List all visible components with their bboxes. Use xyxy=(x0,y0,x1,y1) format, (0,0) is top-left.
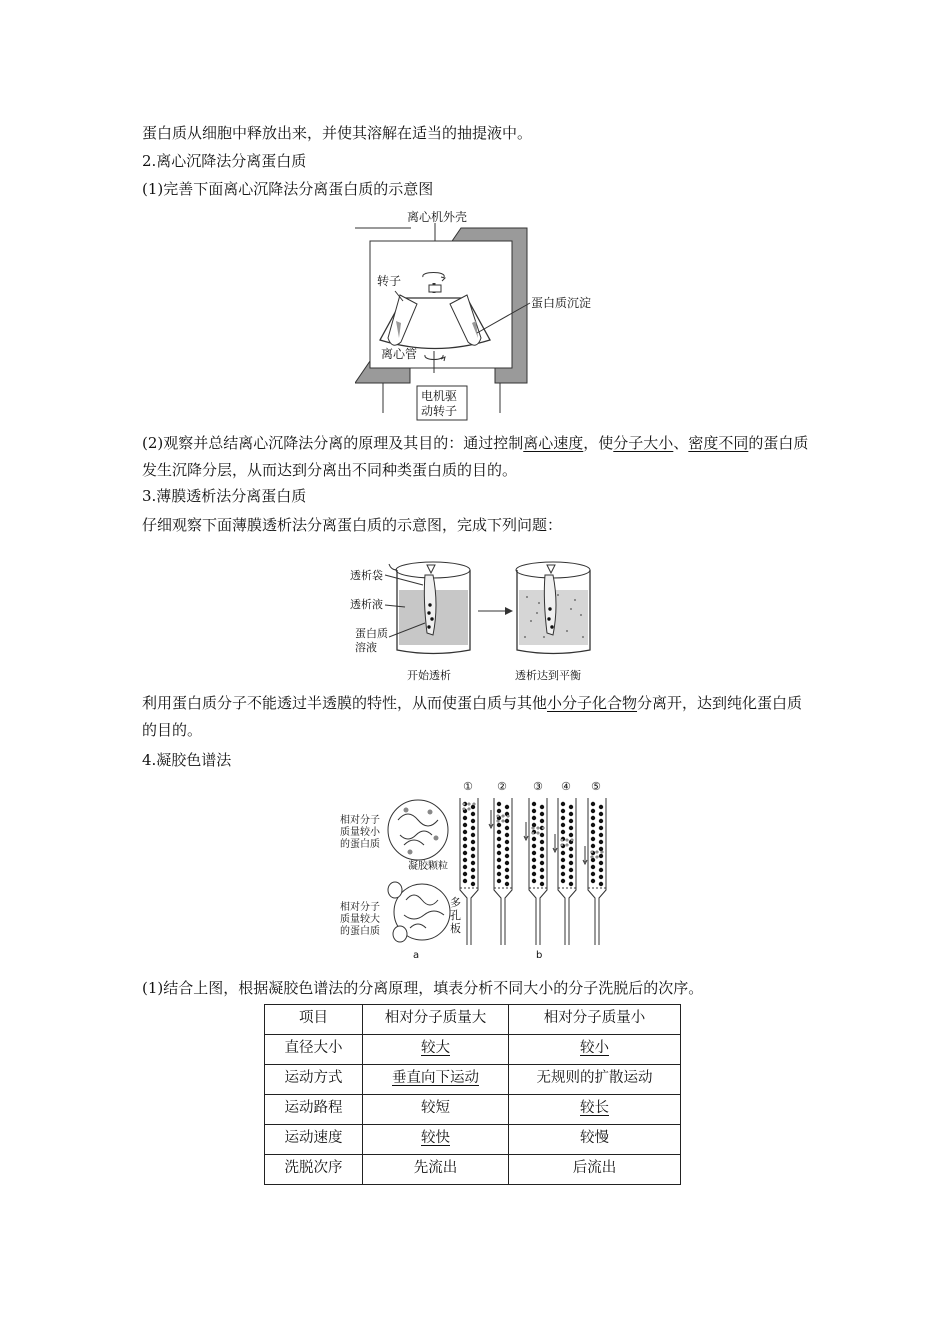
panel-a-label: a xyxy=(413,950,420,960)
chromatography-column xyxy=(489,798,512,945)
protein-solution-label-line2: 溶液 xyxy=(355,641,377,654)
dialysis-bag-label: 透析袋 xyxy=(350,569,383,582)
header-cell-small: 相对分子质量小 xyxy=(509,1005,681,1035)
panel-b-label: b xyxy=(536,950,543,960)
column-1-label: ① xyxy=(463,780,473,793)
porous-plate-label-line2: 孔 xyxy=(450,909,461,922)
large-protein-label-line3: 的蛋白质 xyxy=(340,926,380,937)
answer-molecule-size: 分子大小 xyxy=(613,434,674,452)
answer-density: 密度不同 xyxy=(688,434,749,452)
table-row: 直径大小 较大 较小 xyxy=(265,1035,681,1065)
gel-particle-label: 凝胶颗粒 xyxy=(408,861,448,872)
motor-label-line2: 动转子 xyxy=(421,404,458,418)
rotor-label: 转子 xyxy=(377,274,402,288)
intro-paragraph: 蛋白质从细胞中释放出来，并使其溶解在适当的抽提液中。 xyxy=(142,124,533,142)
chromatography-column xyxy=(460,798,478,945)
chromatography-column xyxy=(553,798,576,945)
large-protein-label-line2: 质量较大 xyxy=(340,914,380,925)
column-4-label: ④ xyxy=(561,780,571,793)
answer-centrifuge-speed: 离心速度 xyxy=(523,434,584,452)
start-dialysis-label: 开始透析 xyxy=(407,669,451,682)
table-row: 运动方式 垂直向下运动 无规则的扩散运动 xyxy=(265,1065,681,1095)
small-protein-label-line3: 的蛋白质 xyxy=(340,839,380,850)
chromatography-column xyxy=(583,798,606,945)
answer-speed-large: 较快 xyxy=(421,1130,450,1146)
column-5-label: ⑤ xyxy=(591,780,601,793)
section-3-heading: 3.薄膜透析法分离蛋白质 xyxy=(142,487,307,505)
answer-small-molecules: 小分子化合物 xyxy=(547,694,638,712)
chromatography-column xyxy=(524,798,547,945)
table-instruction: (1)结合上图，根据凝胶色谱法的分离原理，填表分析不同大小的分子洗脱后的次序。 xyxy=(142,979,704,997)
answer-path-small: 较长 xyxy=(580,1100,609,1116)
sediment-label: 蛋白质沉淀 xyxy=(531,296,592,310)
elution-order-table xyxy=(264,1004,681,1185)
section-2-1-heading: (1)完善下面离心沉降法分离蛋白质的示意图 xyxy=(142,180,434,198)
tube-label: 离心管 xyxy=(381,347,418,361)
table-row: 运动路程 较短 较长 xyxy=(265,1095,681,1125)
section-3-intro: 仔细观察下面薄膜透析法分离蛋白质的示意图，完成下列问题： xyxy=(142,516,563,534)
protein-solution-label-line1: 蛋白质 xyxy=(355,627,388,640)
section-2-heading: 2.离心沉降法分离蛋白质 xyxy=(142,152,307,170)
table-row: 运动速度 较快 较慢 xyxy=(265,1125,681,1155)
centrifuge-diagram xyxy=(355,205,605,427)
large-protein-label-line1: 相对分子 xyxy=(340,902,380,913)
answer-diameter-large: 较大 xyxy=(421,1040,450,1056)
gel-chromatography-diagram xyxy=(340,780,620,960)
motor-label-line1: 电机驱 xyxy=(421,389,458,403)
shell-label: 离心机外壳 xyxy=(407,210,468,224)
header-cell-large: 相对分子质量大 xyxy=(363,1005,509,1035)
table-header-row xyxy=(265,1005,681,1035)
answer-motion-large: 垂直向下运动 xyxy=(392,1070,479,1086)
dialysis-diagram xyxy=(345,545,615,685)
table-row: 洗脱次序 先流出 后流出 xyxy=(265,1155,681,1185)
section-4-heading: 4.凝胶色谱法 xyxy=(142,751,232,769)
porous-plate-label-line3: 板 xyxy=(450,922,461,935)
column-3-label: ③ xyxy=(533,780,543,793)
column-2-label: ② xyxy=(497,780,507,793)
small-protein-label-line2: 质量较小 xyxy=(340,827,380,838)
dialysis-summary-paragraph: 利用蛋白质分子不能透过半透膜的特性，从而使蛋白质与其他小分子化合物分离开，达到纯化蛋白质的目的。 xyxy=(142,694,803,739)
dialysis-liquid-label: 透析液 xyxy=(350,598,383,611)
porous-plate-label-line1: 多 xyxy=(450,896,461,909)
header-cell-item: 项目 xyxy=(265,1005,363,1035)
centrifuge-summary-paragraph: (2)观察并总结离心沉降法分离的原理及其目的：通过控制离心速度，使分子大小、密度不同的蛋白质发生沉降分层，从而达到分离出不同种类蛋白质的目的。 xyxy=(142,434,809,479)
answer-diameter-small: 较小 xyxy=(580,1040,609,1056)
small-protein-label-line1: 相对分子 xyxy=(340,815,380,826)
equilibrium-label: 透析达到平衡 xyxy=(515,669,581,682)
